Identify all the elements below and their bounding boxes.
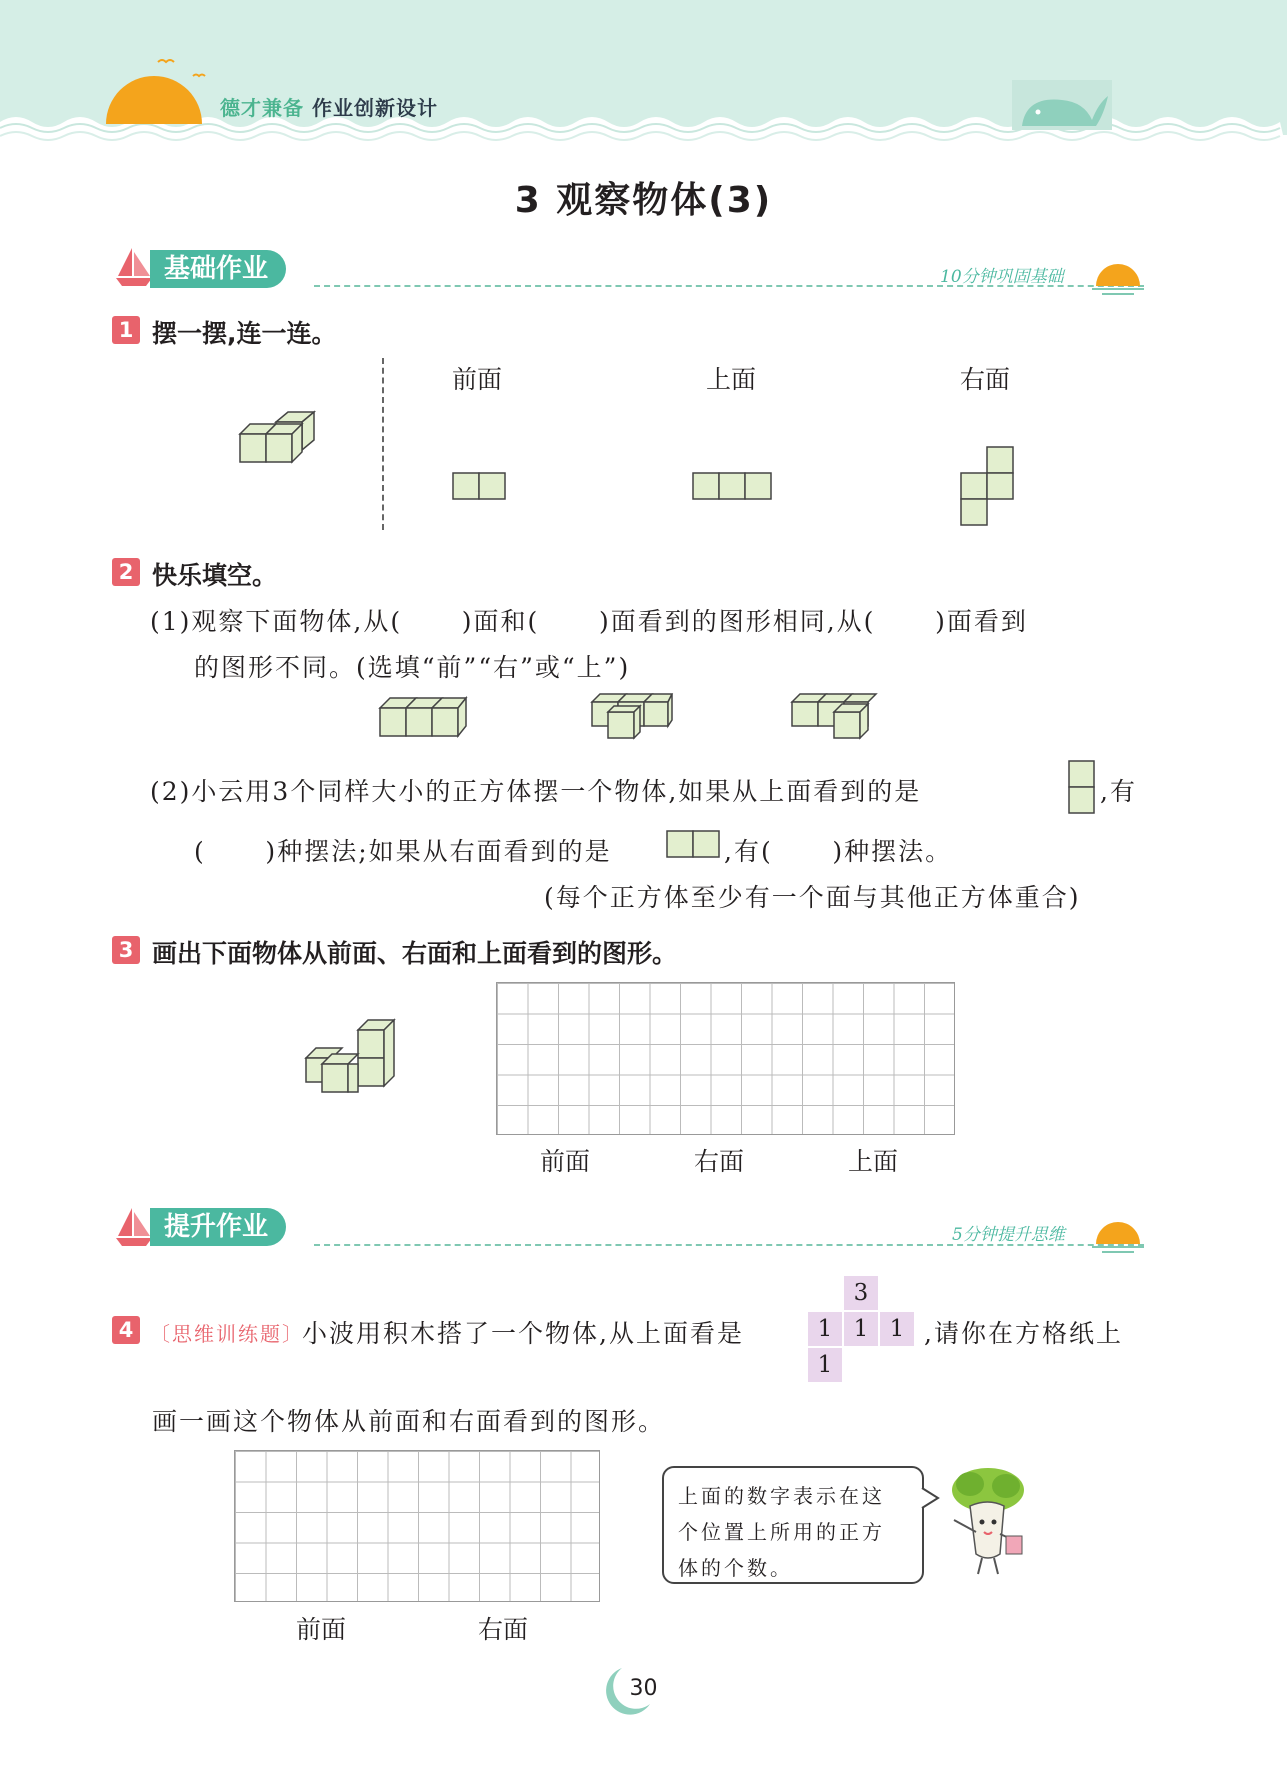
q2-inline-shape-horizontal	[666, 830, 722, 860]
q3-solid-figure	[302, 1018, 398, 1098]
sun-icon	[98, 54, 208, 124]
section-basic-label: 基础作业	[150, 250, 286, 288]
q3-number: 3	[112, 936, 140, 964]
q4-cell-row-3: 1	[880, 1312, 914, 1346]
q4-tag: 〔思维训练题〕	[150, 1322, 304, 1346]
q1-number: 1	[112, 316, 140, 344]
q1-view-top: 上面	[706, 365, 757, 394]
q1-shape-stair[interactable]	[960, 446, 1016, 530]
small-sun-icon	[1090, 256, 1146, 296]
q4-cell-row-1: 1	[808, 1312, 842, 1346]
q2-part2-line1b: ,有	[1100, 777, 1137, 806]
q2-part2-note: (每个正方体至少有一个面与其他正方体重合)	[544, 883, 1081, 912]
hint-bubble-line-3: 体的个数。	[678, 1556, 793, 1580]
q2-part1-line2: 的图形不同。(选填“前”“右”或“上”)	[194, 653, 631, 682]
whale-icon	[1012, 74, 1112, 130]
hint-bubble-line-1: 上面的数字表示在这	[678, 1484, 885, 1508]
q4-cell-row-2: 1	[844, 1312, 878, 1346]
q4-text-a: 小波用积木搭了一个物体,从上面看是	[302, 1319, 744, 1348]
q2-figure-a	[376, 692, 468, 744]
q4-top-view-map	[808, 1276, 918, 1386]
q1-view-front: 前面	[452, 365, 503, 394]
q4-text-b: ,请你在方格纸上	[924, 1319, 1123, 1348]
hint-bubble	[662, 1466, 924, 1584]
q2-part2-line2b: ,有( )种摆法。	[724, 837, 953, 866]
q2-part2-line1a: (2)小云用3个同样大小的正方体摆一个物体,如果从上面看到的是	[150, 777, 922, 806]
cabbage-mascot-icon	[940, 1462, 1030, 1580]
q4-text-line2: 画一画这个物体从前面和右面看到的图形。	[152, 1407, 666, 1436]
q1-solid-figure	[236, 410, 328, 476]
small-sun-icon	[1090, 1214, 1146, 1254]
q1-shape-three-squares[interactable]	[692, 472, 776, 502]
q2-figure-c	[788, 692, 880, 744]
q3-label-front: 前面	[540, 1147, 591, 1176]
q1-title: 摆一摆,连一连。	[152, 319, 337, 348]
q4-cell-bottom: 1	[808, 1348, 842, 1382]
q2-title: 快乐填空。	[152, 561, 278, 590]
q3-label-right: 右面	[694, 1147, 745, 1176]
section-basic-hint: 10分钟巩固基础	[940, 267, 1064, 287]
section-advanced-hint: 5分钟提升思维	[952, 1225, 1065, 1245]
q4-drawing-grid[interactable]	[234, 1450, 600, 1602]
q2-part2-line2a: ( )种摆法;如果从右面看到的是	[194, 837, 612, 866]
brand-title	[220, 92, 438, 121]
q2-number: 2	[112, 558, 140, 586]
q2-part1-line1: (1)观察下面物体,从( )面和( )面看到的图形相同,从( )面看到	[150, 607, 1028, 636]
q4-label-right: 右面	[478, 1615, 529, 1644]
q3-title: 画出下面物体从前面、右面和上面看到的图形。	[152, 939, 678, 968]
q4-cell-top: 3	[844, 1276, 878, 1310]
q3-label-top: 上面	[848, 1147, 899, 1176]
q2-inline-shape-vertical	[1068, 760, 1096, 816]
q4-label-front: 前面	[296, 1615, 347, 1644]
brand-part2: 作业创新设计	[311, 96, 438, 120]
section-advanced-label: 提升作业	[150, 1208, 286, 1246]
q2-figure-b	[582, 692, 674, 744]
hint-bubble-line-2: 个位置上所用的正方	[678, 1520, 885, 1544]
page-number: 30	[629, 1676, 658, 1701]
q4-number: 4	[112, 1316, 140, 1344]
q1-shape-two-squares[interactable]	[452, 472, 508, 502]
hint-bubble-tail	[920, 1484, 940, 1512]
brand-part1: 德才兼备	[220, 96, 304, 120]
page-title: 3 观察物体(3)	[514, 180, 773, 221]
q1-divider	[382, 358, 384, 530]
q1-view-right: 右面	[960, 365, 1011, 394]
q3-drawing-grid[interactable]	[496, 982, 955, 1135]
